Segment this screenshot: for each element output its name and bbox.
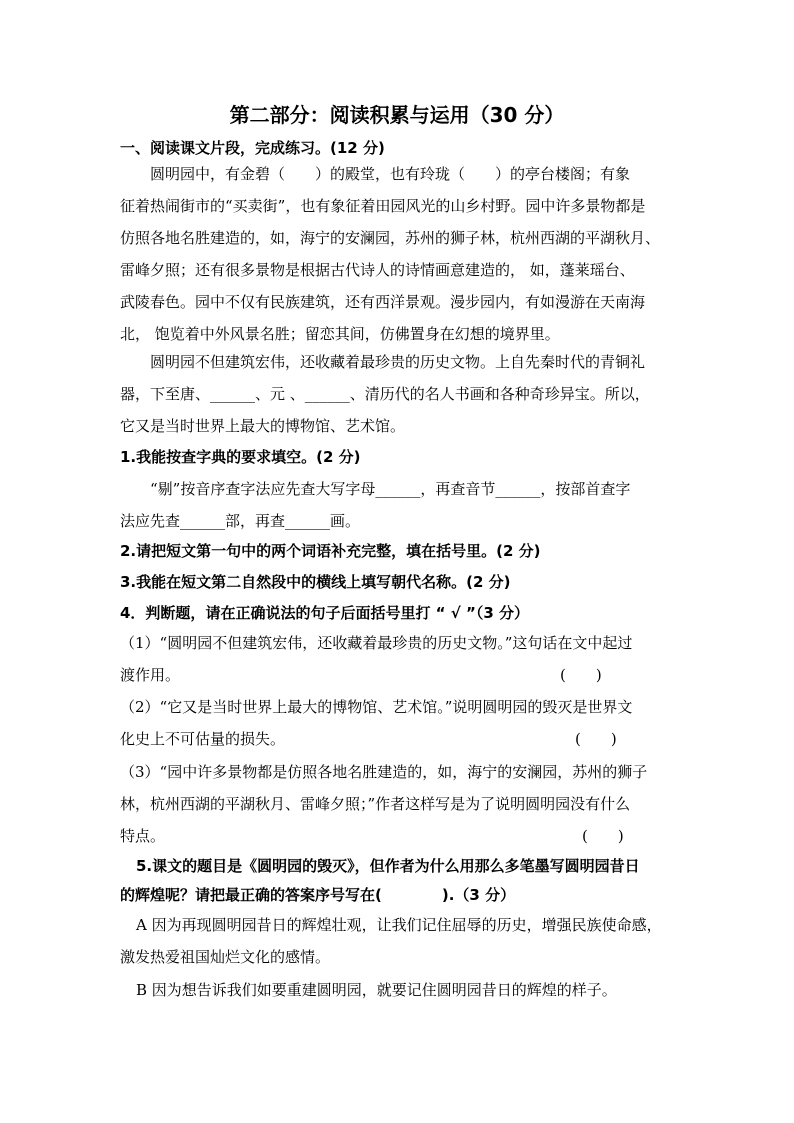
reading-heading: 一、阅读课文片段，完成练习。(12 分) [120,139,385,157]
question-1-line: “剔”按音序查字法应先查大写字母______，再查音节______，按部首查字 [150,480,631,498]
option-b: B 因为想告诉我们如要重建圆明园，就要记住圆明园昔日的辉煌的样子。 [136,981,617,999]
passage-line: 北， 饱览着中外风景名胜；留恋其间，仿佛置身在幻想的境界里。 [120,325,560,343]
option-a: 激发热爱祖国灿烂文化的感情。 [120,948,331,966]
judgment-item-line: 特点。 [120,827,166,845]
answer-parentheses[interactable]: ( ) [575,730,617,748]
judgment-item-line: （3）“园中许多景物都是仿照各地名胜建造的，如，海宁的安澜园，苏州的狮子 [120,763,648,781]
question-1-line: 法应先查______部，再查______画。 [120,512,361,530]
judgment-item-line: （2）“它又是当时世界上最大的博物馆、艺术馆。”说明圆明园的毁灭是世界文 [120,698,633,716]
question-1-label: 1.我能按查字典的要求填空。(2 分) [120,448,361,466]
question-3-label: 3.我能在短文第二自然段中的横线上填写朝代名称。(2 分) [120,573,511,591]
passage-line: 仿照各地名胜建造的，如，海宁的安澜园，苏州的狮子林，杭州西湖的平湖秋月、 [120,229,661,247]
judgment-item-line: （1）“圆明园不但建筑宏伟，还收藏着最珍贵的历史文物。”这句话在文中起过 [120,634,633,652]
passage-line: 它又是当时世界上最大的博物馆、艺术馆。 [120,417,406,435]
judgment-item-line: 渡作用。 [120,666,181,684]
passage-line: 圆明园中，有金碧（ ）的殿堂，也有玲珑（ ）的亭台楼阁；有象 [150,165,631,183]
passage-line: 雷峰夕照；还有很多景物是根据古代诗人的诗情画意建造的， 如，蓬莱瑶台、 [120,261,635,279]
question-5-label: 的辉煌呢？请把最正确的答案序号写在( ).（3 分） [120,886,516,904]
passage-line: 武陵春色。园中不仅有民族建筑，还有西洋景观。漫步园内，有如漫游在天南海 [120,293,646,311]
passage-line: 征着热闹街市的“买卖街”，也有象征着田园风光的山乡村野。园中许多景物都是 [120,197,646,215]
question-5-label: 5.课文的题目是《圆明园的毁灭》，但作者为什么用那么多笔墨写圆明园昔日 [136,857,640,875]
passage-line: 器，下至唐、______、元 、______、清历代的名人书画和各种奇珍异宝。所以， [120,385,650,403]
option-a: A 因为再现圆明园昔日的辉煌壮观，让我们记住屈辱的历史，增强民族使命感， [136,916,662,934]
answer-parentheses[interactable]: ( ) [582,827,624,845]
judgment-item-line: 林，杭州西湖的平湖秋月、雷峰夕照；”作者这样写是为了说明圆明园没有什么 [120,795,631,813]
section-title: 第二部分：阅读积累与运用（30 分） [229,103,565,127]
question-4-label: 4．判断题，请在正确说法的句子后面括号里打 “ √ ”（3 分） [120,604,529,622]
question-2-label: 2.请把短文第一句中的两个词语补充完整，填在括号里。(2 分) [120,542,541,560]
judgment-item-line: 化史上不可估量的损失。 [120,730,286,748]
passage-line: 圆明园不但建筑宏伟，还收藏着最珍贵的历史文物。上自先秦时代的青铜礼 [150,353,646,371]
answer-parentheses[interactable]: ( ) [560,666,602,684]
